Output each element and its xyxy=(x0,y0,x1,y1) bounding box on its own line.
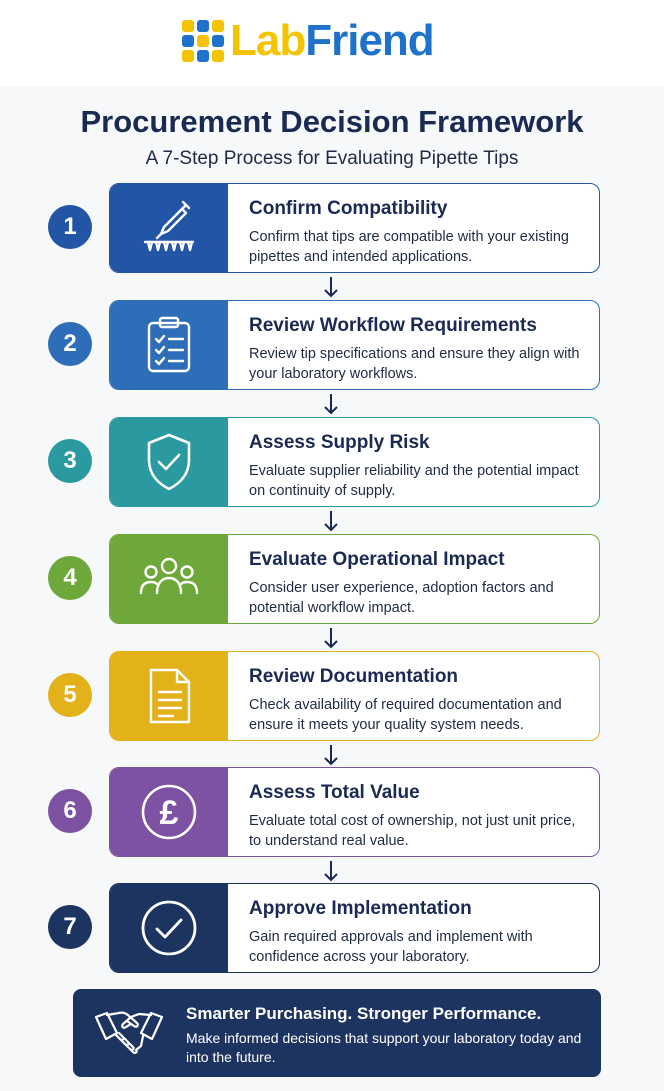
step-3 xyxy=(0,417,664,507)
step-title: Confirm Compatibility xyxy=(249,198,448,219)
step-title: Review Documentation xyxy=(249,666,459,687)
step-icon-block xyxy=(110,535,228,623)
page-title: Procurement Decision Framework xyxy=(80,104,584,139)
svg-text:£: £ xyxy=(159,794,179,832)
step-card xyxy=(109,534,600,624)
down-arrow-icon xyxy=(323,627,339,649)
step-7 xyxy=(0,883,664,973)
step-1 xyxy=(0,183,664,273)
logo-mark-icon xyxy=(180,18,226,64)
step-title: Approve Implementation xyxy=(249,898,472,919)
step-icon-block xyxy=(110,301,228,389)
step-icon-block xyxy=(110,652,228,740)
document-icon xyxy=(137,664,201,728)
step-number-badge: 7 xyxy=(48,905,92,949)
users-group-icon xyxy=(137,547,201,611)
logo-text-friend: Friend xyxy=(305,16,434,65)
step-number-badge: 4 xyxy=(48,556,92,600)
step-icon-block xyxy=(110,768,228,856)
step-number-badge: 5 xyxy=(48,673,92,717)
step-2 xyxy=(0,300,664,390)
labfriend-logo xyxy=(180,14,434,68)
step-description: Confirm that tips are compatible with your existing pipettes and intended applications. xyxy=(249,229,569,265)
step-6 xyxy=(0,767,664,857)
step-card xyxy=(109,767,600,857)
step-icon-block xyxy=(110,418,228,506)
step-title: Review Workflow Requirements xyxy=(249,315,537,336)
step-number-badge: 1 xyxy=(48,205,92,249)
step-card xyxy=(109,300,600,390)
step-description: Check availability of required documentation and ensure it meets your quality system needs. xyxy=(249,697,562,733)
step-number-badge: 3 xyxy=(48,439,92,483)
pipette-icon xyxy=(137,196,201,260)
step-description: Review tip specifications and ensure they align with your laboratory workflows. xyxy=(249,346,580,382)
down-arrow-icon xyxy=(323,393,339,415)
step-description: Evaluate total cost of ownership, not just unit price, to understand real value. xyxy=(249,813,576,849)
page-subtitle: A 7-Step Process for Evaluating Pipette Tips xyxy=(145,148,519,169)
step-title: Evaluate Operational Impact xyxy=(249,549,505,570)
down-arrow-icon xyxy=(323,744,339,766)
step-description: Gain required approvals and implement with confidence across your laboratory. xyxy=(249,929,533,965)
pound-coin-icon xyxy=(137,780,201,844)
down-arrow-icon xyxy=(323,860,339,882)
logo-text-lab: Lab xyxy=(230,16,306,65)
handshake-icon xyxy=(93,1003,165,1063)
logo-bar xyxy=(0,0,664,86)
step-card xyxy=(109,417,600,507)
step-card xyxy=(109,883,600,973)
step-number-badge: 6 xyxy=(48,789,92,833)
down-arrow-icon xyxy=(323,276,339,298)
logo-text xyxy=(230,16,434,65)
step-title: Assess Total Value xyxy=(249,782,420,803)
step-icon-block xyxy=(110,884,228,972)
step-5 xyxy=(0,651,664,741)
step-description: Evaluate supplier reliability and the potential impact on continuity of supply. xyxy=(249,463,579,499)
step-4 xyxy=(0,534,664,624)
checklist-clipboard-icon xyxy=(137,313,201,377)
step-title: Assess Supply Risk xyxy=(249,432,430,453)
step-description: Consider user experience, adoption factors and potential workflow impact. xyxy=(249,580,554,616)
footer-title: Smarter Purchasing. Stronger Performance. xyxy=(186,1004,542,1023)
step-card xyxy=(109,183,600,273)
shield-check-icon xyxy=(137,430,201,494)
footer-description: Make informed decisions that support your laboratory today and into the future. xyxy=(186,1030,582,1065)
step-icon-block xyxy=(110,184,228,272)
down-arrow-icon xyxy=(323,510,339,532)
step-card xyxy=(109,651,600,741)
footer-banner xyxy=(73,989,601,1077)
step-number-badge: 2 xyxy=(48,322,92,366)
check-circle-icon xyxy=(137,896,201,960)
